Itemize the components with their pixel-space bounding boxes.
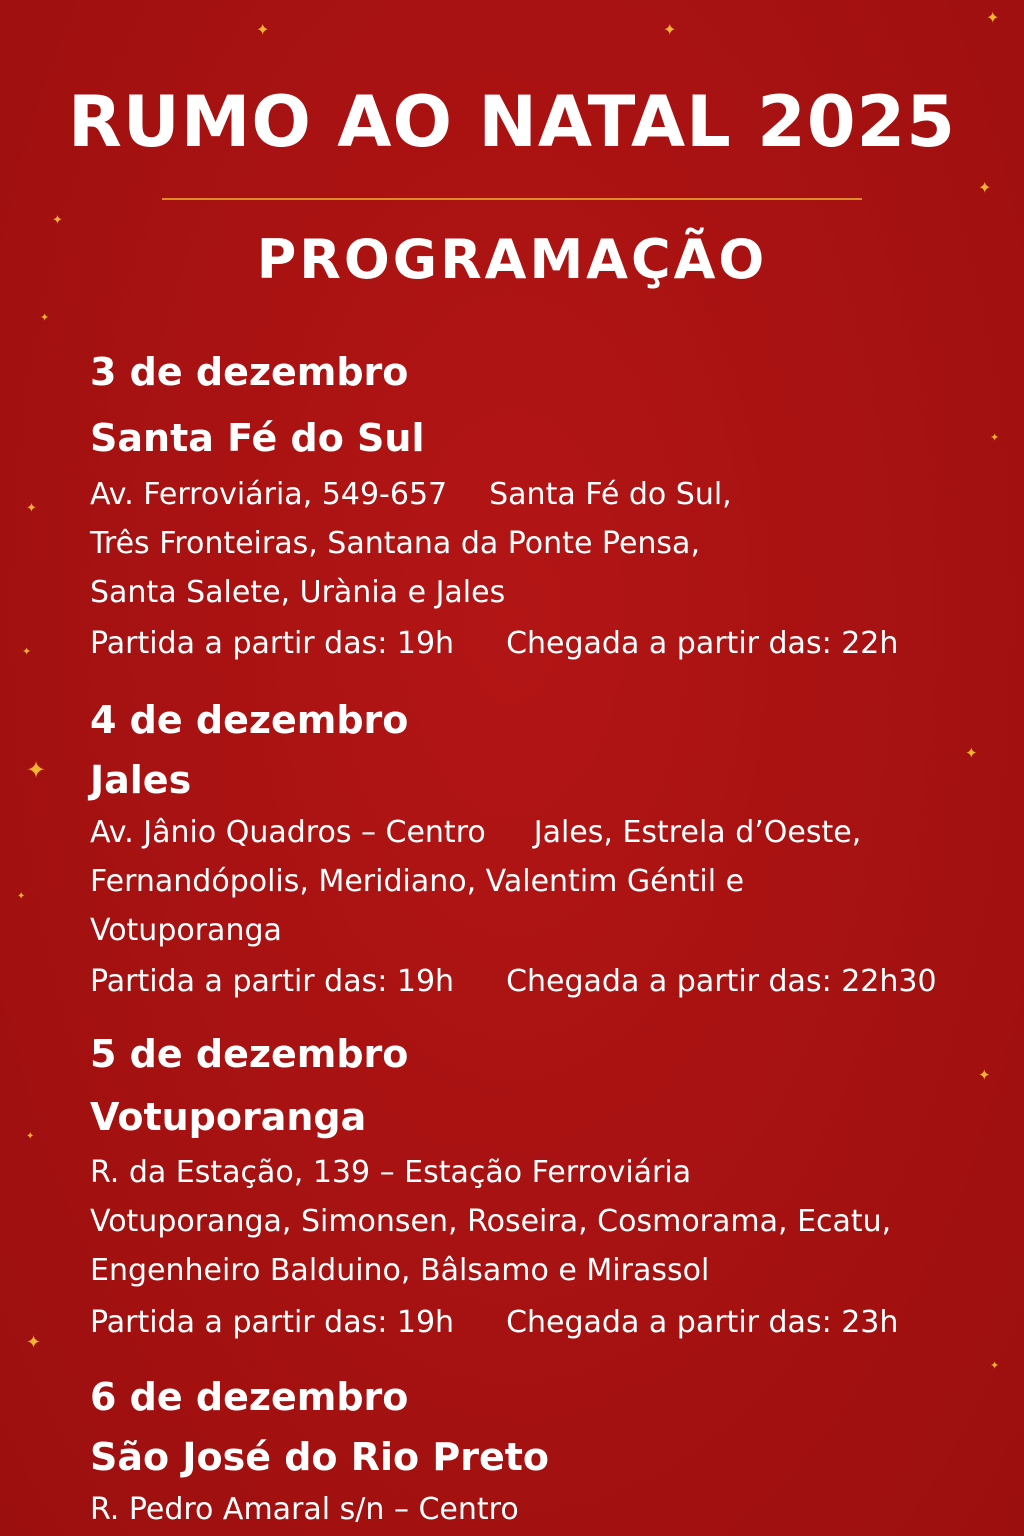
- schedule-arrival: Chegada a partir das: 22h30: [506, 964, 937, 999]
- star-icon: ✦: [17, 891, 26, 902]
- star-icon: ✦: [40, 311, 50, 324]
- schedule-times: [90, 962, 937, 1002]
- schedule-cities: Santa Fé do Sul,: [489, 477, 732, 512]
- schedule-arrival: Chegada a partir das: 22h: [506, 626, 899, 661]
- schedule-city: Santa Fé do Sul: [90, 416, 425, 460]
- star-icon: ✦: [965, 744, 978, 762]
- star-icon: ✦: [26, 1332, 42, 1353]
- schedule-cities: Santa Salete, Urània e Jales: [90, 575, 506, 610]
- schedule-cities: Votuporanga, Simonsen, Roseira, Cosmorama, Ecatu,: [90, 1204, 892, 1239]
- schedule-address: Av. Ferroviária, 549-657: [90, 477, 448, 512]
- schedule-arrival: Chegada a partir das: 23h: [506, 1305, 899, 1340]
- star-icon: ✦: [978, 178, 992, 197]
- schedule-departure: Partida a partir das: 19h: [90, 626, 455, 661]
- schedule-date: 5 de dezembro: [90, 1032, 409, 1076]
- schedule-address: Av. Jânio Quadros – Centro: [90, 815, 486, 850]
- schedule-date: 6 de dezembro: [90, 1375, 409, 1419]
- schedule-times: [90, 624, 898, 664]
- schedule-city: São José do Rio Preto: [90, 1435, 550, 1479]
- star-icon: ✦: [978, 1066, 991, 1084]
- schedule-date: 3 de dezembro: [90, 350, 409, 394]
- schedule-cities: Três Fronteiras, Santana da Ponte Pensa,: [90, 526, 700, 561]
- star-icon: ✦: [52, 213, 63, 228]
- schedule-times: [90, 1303, 898, 1343]
- star-icon: ✦: [26, 756, 47, 784]
- schedule-departure: Partida a partir das: 19h: [90, 1305, 455, 1340]
- star-icon: ✦: [990, 431, 1000, 444]
- schedule-date: 4 de dezembro: [90, 698, 409, 742]
- star-icon: ✦: [256, 20, 270, 39]
- schedule-cities: Engenheiro Balduino, Bâlsamo e Mirassol: [90, 1253, 710, 1288]
- schedule-city: Jales: [90, 758, 192, 802]
- schedule-cities: Fernandópolis, Meridiano, Valentim Géntil e: [90, 864, 745, 899]
- star-icon: ✦: [26, 1131, 35, 1142]
- page-title: RUMO AO NATAL 2025: [68, 81, 956, 163]
- schedule-address: R. Pedro Amaral s/n – Centro: [90, 1492, 519, 1527]
- schedule-city: Votuporanga: [90, 1095, 367, 1139]
- star-icon: ✦: [990, 1359, 1000, 1372]
- page-subtitle: PROGRAMAÇÃO: [256, 228, 768, 291]
- schedule-address-line: [90, 475, 732, 515]
- schedule-cities: Votuporanga: [90, 913, 282, 948]
- star-icon: ✦: [986, 8, 1000, 27]
- schedule-departure: Partida a partir das: 19h: [90, 964, 455, 999]
- schedule-address-line: [90, 813, 861, 853]
- schedule-cities: Jales, Estrela d’Oeste,: [533, 815, 862, 850]
- title-divider: [162, 198, 862, 200]
- star-icon: ✦: [22, 645, 32, 658]
- schedule-address: R. da Estação, 139 – Estação Ferroviária: [90, 1155, 692, 1190]
- star-icon: ✦: [663, 20, 677, 39]
- star-icon: ✦: [26, 501, 37, 516]
